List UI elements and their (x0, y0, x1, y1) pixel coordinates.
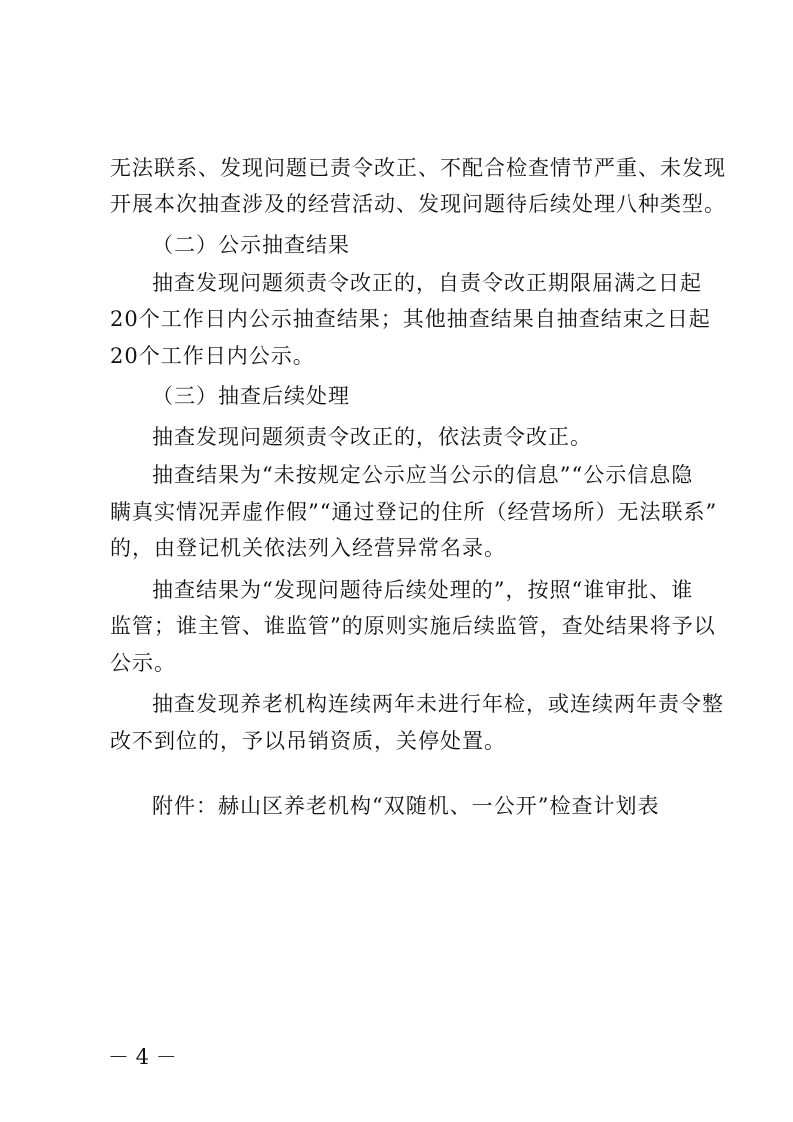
section-heading-2: （二）公示抽查结果 (152, 233, 350, 257)
paragraph-line: 瞒真实情况弄虚作假”“通过登记的住所（经营场所）无法联系” (110, 500, 718, 524)
page-number: － 4 － (108, 1045, 177, 1069)
paragraph-line: 20个工作日内公示。 (110, 344, 315, 368)
paragraph-line: 20个工作日内公示抽查结果；其他抽查结果自抽查结束之日起 (110, 307, 711, 331)
paragraph-line: 抽查发现问题须责令改正的，依法责令改正。 (152, 425, 592, 449)
paragraph-line: 无法联系、发现问题已责令改正、不配合检查情节严重、未发现 (110, 156, 726, 180)
paragraph-line: 抽查发现问题须责令改正的，自责令改正期限届满之日起 (152, 271, 702, 295)
paragraph-line: 改不到位的，予以吊销资质，关停处置。 (110, 729, 506, 753)
paragraph-line: 抽查结果为“发现问题待后续处理的”，按照“谁审批、谁 (152, 578, 694, 602)
paragraph-line: 公示。 (110, 651, 176, 675)
paragraph-line: 开展本次抽查涉及的经营活动、发现问题待后续处理八种类型。 (110, 192, 726, 216)
paragraph-line: 的，由登记机关依法列入经营异常名录。 (110, 536, 506, 560)
paragraph-line: 抽查结果为“未按规定公示应当公示的信息”“公示信息隐 (152, 463, 694, 487)
section-heading-3: （三）抽查后续处理 (152, 384, 350, 408)
paragraph-line: 抽查发现养老机构连续两年未进行年检，或连续两年责令整 (152, 692, 724, 716)
paragraph-line: 监管；谁主管、谁监管”的原则实施后续监管，查处结果将予以 (110, 614, 716, 638)
attachment-note: 附件：赫山区养老机构“双随机、一公开”检查计划表 (152, 794, 660, 818)
